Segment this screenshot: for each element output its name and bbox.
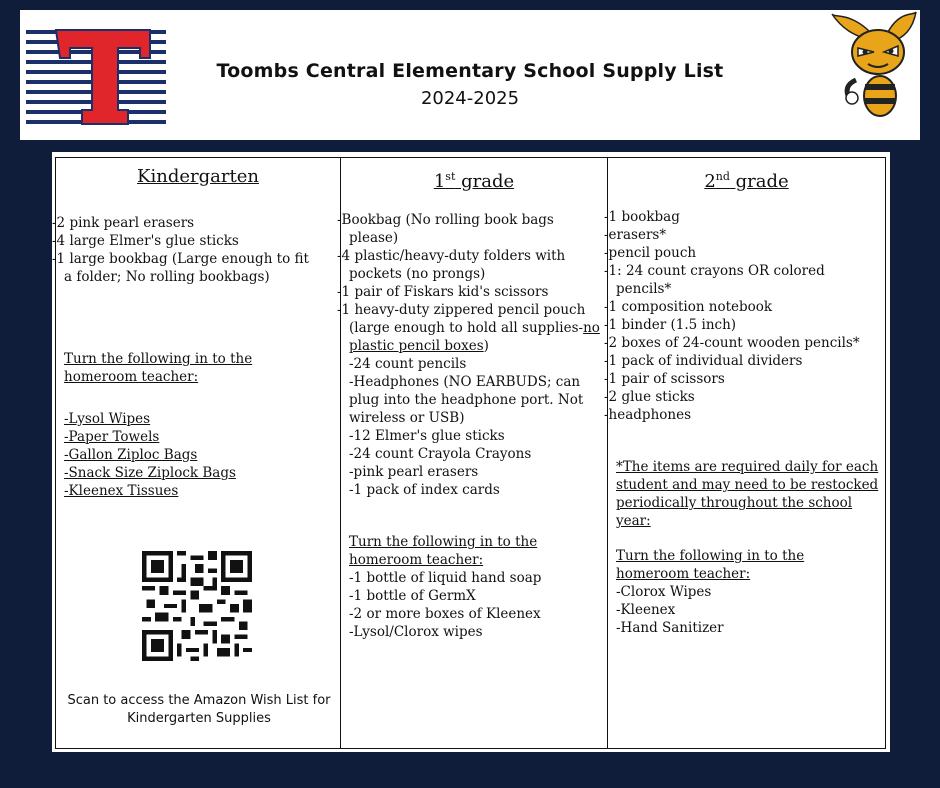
list-item: -2 boxes of 24-count wooden pencils* [604,335,860,351]
kindergarten-turn-in-list [64,410,334,500]
kindergarten-heading: Kindergarten [137,166,259,187]
list-item: -Kleenex [616,602,676,618]
list-item: -Bookbag (No rolling book bags please) [337,212,554,246]
list-item [337,301,601,355]
list-item: -1 pack of index cards [349,482,500,498]
heading-text: grade [455,171,515,192]
second-grade-turn-in-list [616,583,879,637]
list-item: -Snack Size Ziplock Bags [64,465,236,481]
list-item: -Kleenex Tissues [64,483,179,499]
first-grade-turn-in-list [349,569,601,641]
list-item: -Hand Sanitizer [616,620,724,636]
pouch-text: -1 heavy-duty zippered pencil pouch (large enough to hold all supplies- [337,302,586,336]
list-item: -1 binder (1.5 inch) [604,317,737,333]
list-item: -Paper Towels [64,429,160,445]
first-grade-supplies [337,211,601,499]
heading-number: 1 [433,171,446,192]
list-item: -1: 24 count crayons OR colored pencils* [604,263,825,297]
list-item: -1 pair of Fiskars kid's scissors [337,284,549,300]
list-item: -1 bookbag [604,209,680,225]
second-grade-heading [608,168,885,191]
second-grade-column [604,158,885,748]
pouch-underlined: no plastic pencil boxes [349,320,600,354]
list-item: -Headphones (NO EARBUDS; can plug into the headphone port. Not wireless or USB) [349,374,584,426]
list-item: -2 or more boxes of Kleenex [349,606,541,622]
list-item: -Clorox Wipes [616,584,712,600]
list-item: -24 count pencils [349,356,467,372]
list-item: -pencil pouch [604,245,697,261]
heading-ordinal: st [445,170,456,183]
header-banner [20,10,920,140]
supply-list-panel [52,152,890,752]
kindergarten-column [52,158,341,748]
list-item: -24 count Crayola Crayons [349,446,532,462]
kindergarten-turn-in-heading: Turn the following in to the homeroom teacher: [64,351,253,385]
list-item: -1 bottle of liquid hand soap [349,570,542,586]
yellow-jacket-mascot [828,10,918,120]
first-grade-heading [341,168,607,191]
list-item: -1 large bookbag (Large enough to fit a folder; No rolling bookbags) [52,251,309,285]
grade-columns [52,157,886,749]
heading-ordinal: nd [715,170,730,183]
list-item: -Lysol Wipes [64,411,151,427]
pouch-suffix: ) [483,338,489,354]
list-item: -1 bottle of GermX [349,588,476,604]
kindergarten-supplies [52,214,334,286]
school-year: 2024-2025 [420,88,520,109]
first-grade-column [337,158,608,748]
list-item: -erasers* [604,227,667,243]
list-item: -pink pearl erasers [349,464,479,480]
second-grade-supplies [604,208,879,424]
qr-code[interactable] [142,551,252,661]
list-item: -1 pair of scissors [604,371,725,387]
list-item: -4 large Elmer's glue sticks [52,233,239,249]
qr-caption: Scan to access the Amazon Wish List for Kindergarten Supplies [67,693,331,726]
list-item: -1 pack of individual dividers [604,353,803,369]
heading-number: 2 [704,171,716,192]
second-grade-turn-in-heading: Turn the following in to the homeroom teacher: [616,548,805,582]
second-grade-note: *The items are required daily for each student and may need to be restocked periodically throughout the school year: [616,459,879,529]
heading-text: grade [729,171,789,192]
list-item: -12 Elmer's glue sticks [349,428,505,444]
list-item: -Lysol/Clorox wipes [349,624,483,640]
first-grade-turn-in-heading: Turn the following in to the homeroom teacher: [349,534,538,568]
page-title: Toombs Central Elementary School Supply List [216,60,724,82]
list-item: -Gallon Ziploc Bags [64,447,198,463]
list-item: -4 plastic/heavy-duty folders with pockets (no prongs) [337,248,566,282]
list-item: -headphones [604,407,692,423]
list-item: -2 pink pearl erasers [52,215,195,231]
list-item: -1 composition notebook [604,299,773,315]
list-item: -2 glue sticks [604,389,695,405]
